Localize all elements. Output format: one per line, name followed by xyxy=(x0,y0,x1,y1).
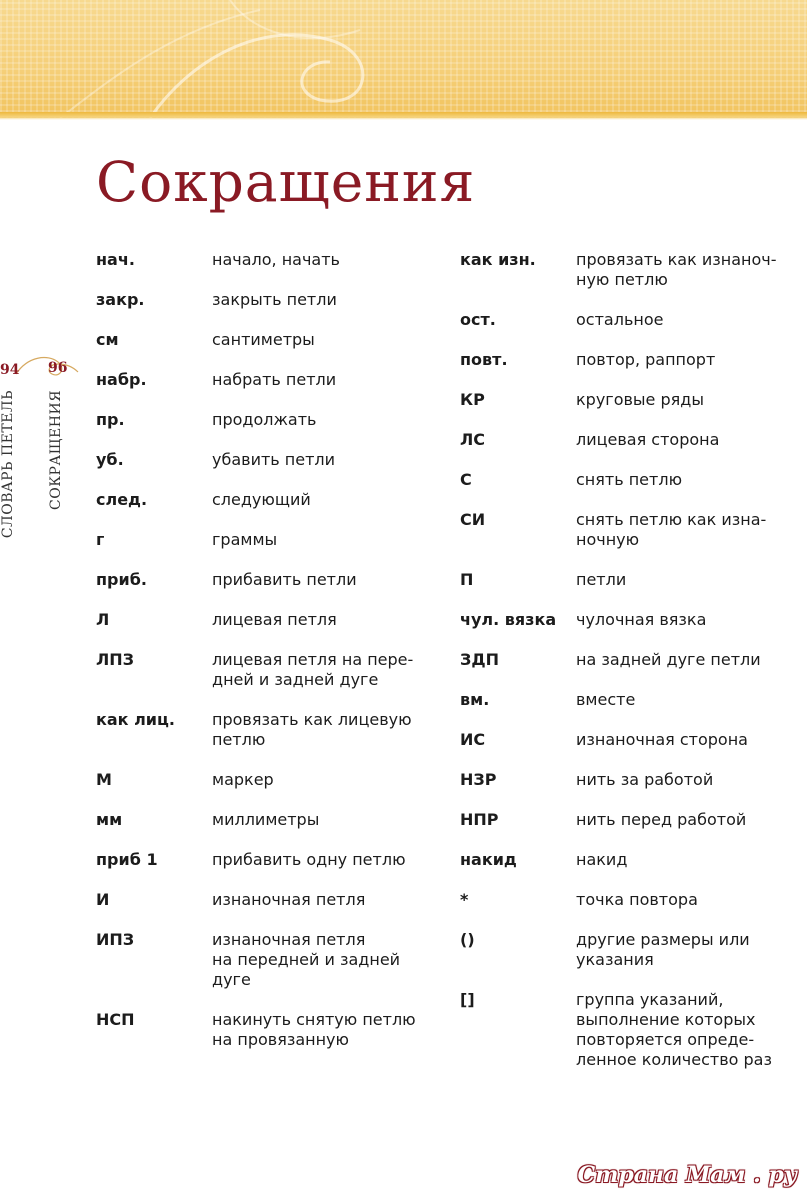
definition: накид xyxy=(576,850,628,869)
definition: продолжать xyxy=(212,410,317,429)
abbreviation: пр. xyxy=(96,410,125,429)
banner-swirl-ornament xyxy=(0,0,460,118)
abbreviation: ЛС xyxy=(460,430,486,449)
abbreviation: г xyxy=(96,530,105,549)
definition: набрать петли xyxy=(212,370,337,389)
abbreviation: чул. вязка xyxy=(460,610,557,629)
abbreviation: см xyxy=(96,330,119,349)
ornament-curl-icon xyxy=(14,350,80,380)
list-item xyxy=(460,470,800,490)
banner-edge xyxy=(0,112,807,120)
definition: прибавить одну петлю xyxy=(212,850,406,869)
list-item xyxy=(460,650,800,670)
abbreviation-list-right xyxy=(460,250,800,1090)
abbreviation: ост. xyxy=(460,310,496,329)
definition: закрыть петли xyxy=(212,290,337,309)
abbreviation: НЗР xyxy=(460,770,497,789)
list-item xyxy=(460,690,800,710)
definition: повтор, раппорт xyxy=(576,350,716,369)
list-item xyxy=(96,330,426,350)
definition: провязать как изнаноч- ную петлю xyxy=(576,250,777,289)
definition: чулочная вязка xyxy=(576,610,707,629)
list-item xyxy=(460,850,800,870)
definition: изнаночная сторона xyxy=(576,730,748,749)
definition: другие размеры или указания xyxy=(576,930,750,969)
list-item xyxy=(460,510,800,550)
abbreviation: И xyxy=(96,890,110,909)
definition: группа указаний, выполнение которых повторяется опреде- ленное количество раз xyxy=(576,990,772,1069)
list-item xyxy=(96,890,426,910)
list-item xyxy=(96,450,426,470)
abbreviation-list-left xyxy=(96,250,426,1070)
abbreviation: след. xyxy=(96,490,148,509)
abbreviation: КР xyxy=(460,390,485,409)
definition: убавить петли xyxy=(212,450,336,469)
list-item xyxy=(460,250,800,290)
list-item xyxy=(460,930,800,970)
page-title: Сокращения xyxy=(96,150,476,214)
list-item xyxy=(96,1010,426,1050)
list-item xyxy=(96,810,426,830)
definition: изнаночная петля на передней и задней дуге xyxy=(212,930,401,989)
definition: петли xyxy=(576,570,627,589)
definition: снять петлю как изна- ночную xyxy=(576,510,767,549)
definition: круговые ряды xyxy=(576,390,704,409)
abbreviation: * xyxy=(460,890,469,909)
abbreviation: СИ xyxy=(460,510,486,529)
list-item xyxy=(96,770,426,790)
list-item xyxy=(460,730,800,750)
definition: изнаночная петля xyxy=(212,890,366,909)
side-section-label-dictionary[interactable]: СЛОВАРЬ ПЕТЕЛЬ xyxy=(0,390,16,539)
list-item xyxy=(96,610,426,630)
list-item xyxy=(96,530,426,550)
list-item xyxy=(96,250,426,270)
list-item xyxy=(460,610,800,630)
list-item xyxy=(96,930,426,990)
abbreviation: ЛПЗ xyxy=(96,650,135,669)
list-item xyxy=(460,990,800,1070)
abbreviation: НСП xyxy=(96,1010,135,1029)
abbreviation: приб 1 xyxy=(96,850,158,869)
list-item xyxy=(96,570,426,590)
definition: накинуть снятую петлю на провязанную xyxy=(212,1010,416,1049)
list-item xyxy=(460,570,800,590)
definition: нить перед работой xyxy=(576,810,747,829)
list-item xyxy=(96,850,426,870)
definition: лицевая петля на пере- дней и задней дуге xyxy=(212,650,414,689)
definition: вместе xyxy=(576,690,636,709)
abbreviation: вм. xyxy=(460,690,490,709)
abbreviation: П xyxy=(460,570,474,589)
abbreviation: () xyxy=(460,930,475,949)
definition: прибавить петли xyxy=(212,570,357,589)
list-item xyxy=(460,810,800,830)
abbreviation: ЗДП xyxy=(460,650,500,669)
definition: провязать как лицевую петлю xyxy=(212,710,412,749)
list-item xyxy=(96,490,426,510)
page-number-94[interactable]: 94 xyxy=(0,362,20,378)
abbreviation: ИС xyxy=(460,730,486,749)
definition: миллиметры xyxy=(212,810,320,829)
list-item xyxy=(96,710,426,750)
abbreviation: Л xyxy=(96,610,110,629)
definition: лицевая сторона xyxy=(576,430,720,449)
abbreviation: закр. xyxy=(96,290,145,309)
list-item xyxy=(460,430,800,450)
list-item xyxy=(460,770,800,790)
definition: нить за работой xyxy=(576,770,714,789)
definition: точка повтора xyxy=(576,890,698,909)
abbreviation: приб. xyxy=(96,570,147,589)
abbreviation: М xyxy=(96,770,112,789)
definition: остальное xyxy=(576,310,664,329)
list-item xyxy=(96,370,426,390)
abbreviation: С xyxy=(460,470,472,489)
definition: лицевая петля xyxy=(212,610,337,629)
abbreviation: повт. xyxy=(460,350,508,369)
abbreviation: как лиц. xyxy=(96,710,175,729)
definition: на задней дуге петли xyxy=(576,650,761,669)
definition: снять петлю xyxy=(576,470,683,489)
site-watermark: Страна Мам . ру xyxy=(577,1162,797,1188)
header-banner xyxy=(0,0,807,118)
list-item xyxy=(96,650,426,690)
list-item xyxy=(96,410,426,430)
abbreviation: НПР xyxy=(460,810,499,829)
abbreviation: [] xyxy=(460,990,475,1009)
side-navigation xyxy=(0,350,80,550)
abbreviation: ИПЗ xyxy=(96,930,135,949)
list-item xyxy=(460,890,800,910)
abbreviation: уб. xyxy=(96,450,124,469)
abbreviation: нач. xyxy=(96,250,135,269)
list-item xyxy=(460,310,800,330)
definition: начало, начать xyxy=(212,250,340,269)
abbreviation: мм xyxy=(96,810,123,829)
list-item xyxy=(460,350,800,370)
list-item xyxy=(460,390,800,410)
definition: маркер xyxy=(212,770,274,789)
abbreviation: накид xyxy=(460,850,517,869)
definition: следующий xyxy=(212,490,311,509)
abbreviation: набр. xyxy=(96,370,147,389)
page-number-96[interactable]: 96 xyxy=(48,360,68,376)
definition: граммы xyxy=(212,530,278,549)
abbreviation: как изн. xyxy=(460,250,536,269)
side-section-label-abbreviations[interactable]: СОКРАЩЕНИЯ xyxy=(48,390,64,510)
list-item xyxy=(96,290,426,310)
definition: сантиметры xyxy=(212,330,315,349)
